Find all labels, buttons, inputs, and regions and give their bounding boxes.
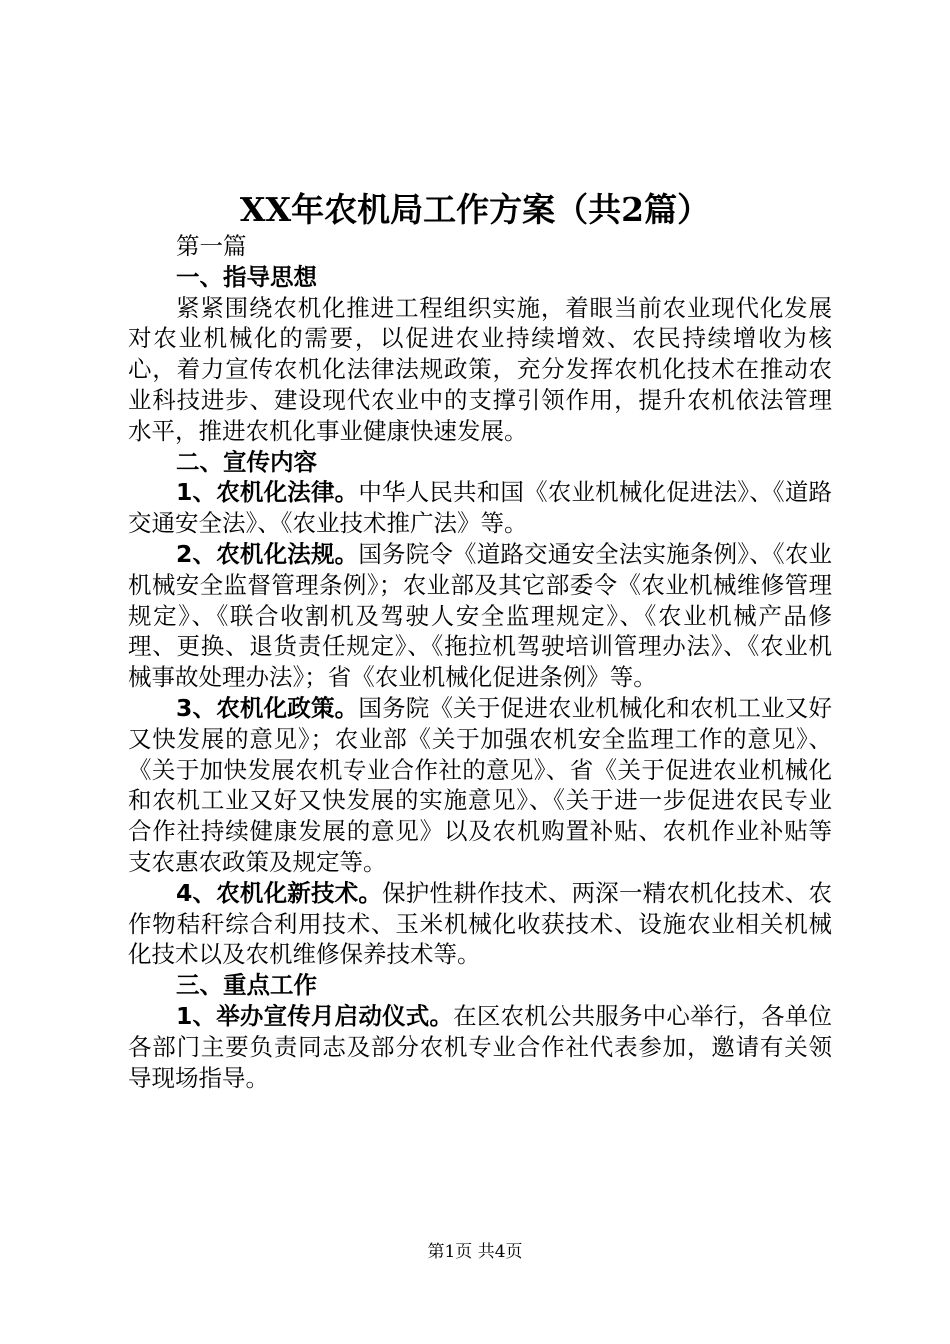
document-body bbox=[128, 231, 832, 1093]
list-item-text: 中华人民共和国《农业机械化促进法》、《道路交通安全法》、《农业技术推广法》等。 bbox=[128, 478, 832, 538]
list-item-text: 国务院令《道路交通安全法实施条例》、《农业机械安全监督管理条例》；农业部及其它部委令《农业机械维修管理规定》、《联合收割机及驾驶人安全监理规定》、《农业机械产品修理、更换、退货责任规定》、《拖拉机驾驶培训管理办法》、《农业机械事故处理办法》；省《农业机械化促进条例》等。 bbox=[128, 539, 832, 692]
document-title: XX年农机局工作方案（共2篇） bbox=[239, 190, 711, 229]
list-item-text: 在区农机公共服务中心举行，各单位各部门主要负责同志及部分农机专业合作社代表参加，邀请有关领导现场指导。 bbox=[128, 1001, 832, 1092]
list-item-regulations bbox=[128, 539, 832, 693]
list-item-lead: 2、农机化法规。 bbox=[176, 539, 359, 568]
list-item-lead: 3、农机化政策。 bbox=[176, 693, 359, 722]
paragraph-guiding-ideology: 紧紧围绕农机化推进工程组织实施，着眼当前农业现代化发展对农业机械化的需要，以促进农业持续增效、农民持续增收为核心，着力宣传农机化法律法规政策，充分发挥农机化技术在推动农业科技进步、建设现代农业中的支撑引领作用，提升农机依法管理水平，推进农机化事业健康快速发展。 bbox=[128, 293, 832, 445]
section-heading-publicity-content: 二、宣传内容 bbox=[176, 447, 317, 476]
list-item-lead: 1、农机化法律。 bbox=[176, 478, 359, 507]
list-item-laws bbox=[128, 477, 832, 539]
list-item-text: 保护性耕作技术、两深一精农机化技术、农作物秸秆综合利用技术、玉米机械化收获技术、设施农业相关机械化技术以及农机维修保养技术等。 bbox=[128, 878, 833, 969]
list-item-text: 国务院《关于促进农业机械化和农机工业又好又快发展的意见》；农业部《关于加强农机安全监理工作的意见》、《关于加快发展农机专业合作社的意见》、省《关于促进农业机械化和农机工业又好又快发展的实施意见》、《关于进一步促进农民专业合作社持续健康发展的意见》以及农机购置补贴、农机作业补贴等支农惠农政策及规定等。 bbox=[128, 693, 832, 876]
section-heading-key-work: 三、重点工作 bbox=[176, 971, 317, 1000]
list-item-new-technology bbox=[128, 878, 832, 970]
page-number-footer: 第1页 共4页 bbox=[427, 1242, 523, 1262]
part-label: 第一篇 bbox=[176, 232, 247, 260]
list-item-lead: 1、举办宣传月启动仪式。 bbox=[176, 1001, 454, 1030]
list-item-lead: 4、农机化新技术。 bbox=[176, 878, 383, 907]
list-item-policies bbox=[128, 693, 832, 878]
section-heading-guiding-ideology: 一、指导思想 bbox=[176, 262, 317, 291]
list-item-launch-ceremony bbox=[128, 1001, 832, 1093]
